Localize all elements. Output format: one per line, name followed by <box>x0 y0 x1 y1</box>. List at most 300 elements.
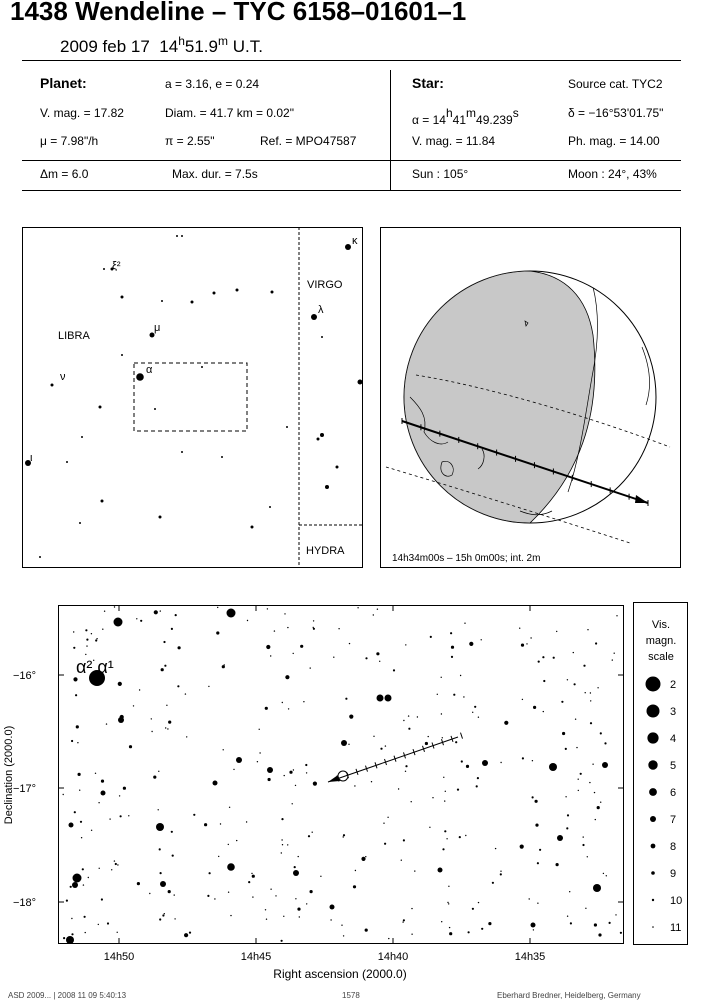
field-star <box>595 642 597 644</box>
field-star <box>177 685 179 687</box>
field-star <box>425 742 428 745</box>
field-star <box>268 778 271 781</box>
footer-right: Eberhard Bredner, Heidelberg, Germany <box>497 991 641 1000</box>
star-heading: Star: <box>412 75 444 91</box>
constellation-star <box>191 301 194 304</box>
field-star <box>476 785 478 787</box>
field-star <box>136 618 137 619</box>
field-star <box>246 821 247 822</box>
label-hydra: HYDRA <box>306 545 345 557</box>
field-star <box>236 840 237 841</box>
field-star <box>214 898 215 899</box>
scale-label: 11 <box>670 922 682 934</box>
field-star <box>223 749 224 750</box>
constellation-star <box>358 380 363 385</box>
field-star <box>598 933 601 936</box>
field-star <box>289 771 292 774</box>
field-star <box>543 680 545 682</box>
constellation-star <box>103 268 105 270</box>
scale-label: 9 <box>670 868 677 880</box>
x-tick-1450: 14h50 <box>103 951 135 963</box>
field-star <box>365 657 367 659</box>
field-star <box>333 657 334 658</box>
field-star <box>159 918 161 920</box>
field-star <box>128 815 129 816</box>
field-star <box>98 802 99 803</box>
field-star <box>583 665 585 667</box>
field-star <box>73 647 75 649</box>
field-star <box>567 679 568 680</box>
field-star <box>174 894 175 895</box>
field-star <box>408 715 409 716</box>
field-star <box>129 745 132 748</box>
constellation-map <box>22 227 363 568</box>
field-star <box>561 701 563 703</box>
field-star <box>171 831 173 833</box>
field-star <box>236 757 242 763</box>
field-star <box>348 744 349 745</box>
field-star <box>349 715 353 719</box>
field-star <box>411 934 412 935</box>
constellation-star <box>101 500 104 503</box>
field-star <box>376 652 379 655</box>
field-star <box>569 891 570 892</box>
x-tick-1435: 14h35 <box>514 951 546 963</box>
field-star <box>184 933 188 937</box>
field-star <box>160 881 166 887</box>
field-star <box>481 928 483 930</box>
constellation-star <box>221 456 223 458</box>
field-star <box>585 908 586 909</box>
field-star <box>620 932 622 934</box>
field-star <box>114 618 123 627</box>
field-star <box>69 823 74 828</box>
constellation-star <box>213 292 216 295</box>
field-star <box>535 824 538 827</box>
field-star <box>175 614 177 616</box>
field-star <box>270 655 271 656</box>
planet-motion: μ = 7.98"/h <box>40 134 99 148</box>
field-star <box>532 760 533 761</box>
globe-caption: 14h34m00s – 15h 0m00s; int. 2m <box>392 553 541 564</box>
scale-label: 3 <box>670 706 677 718</box>
field-star <box>151 718 152 719</box>
field-star <box>117 932 118 933</box>
field-star <box>88 877 89 878</box>
field-star <box>171 628 173 630</box>
field-star <box>114 606 115 607</box>
field-star <box>162 914 164 916</box>
field-star <box>63 794 64 795</box>
field-star <box>228 844 229 845</box>
field-star <box>566 827 568 829</box>
field-star <box>495 848 496 849</box>
field-star <box>448 903 449 904</box>
field-star <box>189 932 191 934</box>
scale-dot <box>647 732 658 743</box>
field-star <box>151 731 152 732</box>
field-star <box>542 656 544 658</box>
field-star <box>575 719 576 720</box>
field-star <box>345 698 347 700</box>
field-star <box>570 922 572 924</box>
event-datetime <box>60 34 263 57</box>
field-star <box>158 809 159 810</box>
field-star <box>543 711 544 712</box>
scale-label: 6 <box>670 787 677 799</box>
field-star <box>281 940 283 942</box>
label-xi2: ξ² <box>112 260 121 272</box>
field-star <box>313 620 314 621</box>
star-dec: δ = −16°53'01.75" <box>568 106 664 120</box>
y-tick-16: −16° <box>12 670 36 682</box>
field-star <box>107 922 109 924</box>
field-star <box>365 856 366 857</box>
constellation-star <box>201 366 203 368</box>
field-star <box>73 874 82 883</box>
field-star <box>398 788 399 789</box>
field-star <box>102 629 103 630</box>
field-star <box>593 884 601 892</box>
y-tick-17: −17° <box>12 783 36 795</box>
scale-title-2: magn. <box>645 635 677 647</box>
field-star <box>185 693 186 694</box>
ra-m-unit: m <box>466 106 477 120</box>
field-star <box>66 900 68 902</box>
field-star <box>72 882 78 888</box>
field-star <box>284 775 285 776</box>
field-star <box>464 623 465 624</box>
constellation-star <box>121 354 123 356</box>
field-star <box>287 627 288 628</box>
constellation-star <box>269 506 271 508</box>
field-star <box>310 890 313 893</box>
constellation-star <box>336 466 339 469</box>
planet-heading: Planet: <box>40 75 87 91</box>
field-star <box>84 916 86 918</box>
constellation-star <box>159 516 162 519</box>
constellation-star <box>181 235 183 237</box>
field-star <box>576 747 577 748</box>
max-duration: Max. dur. = 7.5s <box>172 167 258 181</box>
field-star <box>371 781 372 782</box>
field-star <box>615 914 616 915</box>
field-star <box>460 675 461 676</box>
constellation-star <box>79 522 81 524</box>
field-star <box>377 695 384 702</box>
scale-label: 2 <box>670 679 677 691</box>
field-star <box>172 855 174 857</box>
field-star <box>614 653 615 654</box>
scale-label: 10 <box>670 895 683 907</box>
field-star <box>75 694 77 696</box>
field-star <box>82 868 84 870</box>
field-star <box>449 932 452 935</box>
field-star <box>298 856 299 857</box>
field-star <box>587 856 588 857</box>
field-star <box>101 791 106 796</box>
field-star <box>585 692 586 693</box>
field-star <box>80 821 82 823</box>
field-star <box>154 610 158 614</box>
field-star <box>373 614 374 615</box>
field-star <box>438 868 443 873</box>
constellation-star <box>325 485 329 489</box>
minutes-unit: m <box>217 34 228 48</box>
field-star <box>293 653 294 654</box>
constellation-star <box>345 244 351 250</box>
field-star <box>432 797 433 798</box>
field-star <box>295 898 296 899</box>
field-star <box>186 736 187 737</box>
field-star <box>111 869 112 870</box>
field-star <box>251 873 252 874</box>
field-star <box>91 830 92 831</box>
field-star <box>500 873 502 875</box>
field-star <box>343 834 345 836</box>
field-star <box>492 882 494 884</box>
scale-label: 4 <box>670 733 677 745</box>
field-star <box>441 677 442 678</box>
constellation-star <box>320 433 324 437</box>
field-star <box>149 893 150 894</box>
field-star <box>472 712 473 713</box>
field-star <box>267 608 268 609</box>
field-star <box>533 706 536 709</box>
field-star <box>228 892 229 893</box>
field-star <box>531 923 536 928</box>
field-star <box>600 802 601 803</box>
field-star <box>578 790 579 791</box>
moon-info: Moon : 24°, 43% <box>568 167 657 181</box>
field-star <box>557 835 563 841</box>
scale-dot <box>652 926 654 928</box>
field-star <box>341 925 342 926</box>
field-star <box>77 742 78 743</box>
field-star <box>403 720 404 721</box>
x-tick-1440: 14h40 <box>377 951 409 963</box>
label-virgo: VIRGO <box>307 279 343 291</box>
field-star <box>293 769 294 770</box>
constellation-star <box>66 461 68 463</box>
field-star <box>71 933 73 935</box>
constellation-star <box>181 451 183 453</box>
field-star <box>595 819 596 820</box>
field-star <box>565 796 566 797</box>
field-star <box>594 792 595 793</box>
table-top-rule <box>22 60 681 61</box>
field-star <box>73 631 74 632</box>
field-star <box>539 849 541 851</box>
field-star <box>451 656 453 658</box>
field-star <box>354 785 355 786</box>
star-ra <box>412 106 519 127</box>
ra-minutes: 41 <box>452 113 467 127</box>
field-star <box>533 929 534 930</box>
field-star <box>411 908 412 909</box>
field-star <box>609 922 611 924</box>
table-divider <box>390 70 391 190</box>
field-star <box>388 938 389 939</box>
field-star <box>158 771 159 772</box>
field-star <box>156 823 164 831</box>
field-star <box>565 748 567 750</box>
field-star <box>220 823 221 824</box>
field-star <box>160 872 162 874</box>
field-star <box>537 903 538 904</box>
field-star <box>164 665 166 667</box>
field-star <box>248 881 250 883</box>
field-star <box>373 736 374 737</box>
field-star <box>573 652 574 653</box>
field-star <box>117 864 118 865</box>
ra-s-unit: s <box>512 106 519 120</box>
field-star <box>168 890 171 893</box>
field-star <box>530 637 531 638</box>
field-star <box>266 919 267 920</box>
field-star <box>403 919 405 921</box>
field-star <box>74 811 76 813</box>
field-star <box>81 837 82 838</box>
globe-panel <box>380 227 681 568</box>
field-star <box>120 815 122 817</box>
field-star <box>133 705 134 706</box>
constellation-star <box>321 336 323 338</box>
star-vmag: V. mag. = 11.84 <box>412 134 496 148</box>
label-mu: μ <box>154 322 161 334</box>
field-star <box>86 639 88 641</box>
delta-mag: Δm = 6.0 <box>40 167 89 181</box>
label-nu: ν <box>60 371 66 383</box>
constellation-star <box>286 426 288 428</box>
field-star <box>330 919 331 920</box>
scale-dot <box>650 816 656 822</box>
field-star <box>166 705 167 706</box>
field-star <box>466 765 469 768</box>
field-star <box>385 695 392 702</box>
field-star <box>306 903 307 904</box>
field-star <box>76 725 79 728</box>
field-star <box>259 729 260 730</box>
field-star <box>474 706 476 708</box>
field-star <box>85 629 87 631</box>
planet-diameter: Diam. = 41.7 km = 0.02" <box>165 106 294 120</box>
field-star <box>612 659 613 660</box>
field-star <box>119 795 120 796</box>
scale-title-3: scale <box>648 651 674 663</box>
field-star <box>159 848 161 850</box>
field-star <box>553 657 555 659</box>
field-star <box>353 885 356 888</box>
field-star <box>233 769 234 770</box>
field-star <box>161 668 164 671</box>
field-star <box>521 644 524 647</box>
scale-dot <box>649 788 657 796</box>
field-star <box>70 886 72 888</box>
field-star <box>270 889 271 890</box>
field-star <box>405 771 406 772</box>
ra-prefix: α = 14 <box>412 113 446 127</box>
constellation-star <box>251 526 254 529</box>
field-star <box>283 916 284 917</box>
field-star <box>98 924 99 925</box>
field-star <box>463 696 464 697</box>
field-star <box>114 860 115 861</box>
field-star <box>265 707 268 710</box>
field-star <box>218 856 219 857</box>
label-alpha: α <box>146 364 153 376</box>
field-star <box>209 872 211 874</box>
field-star <box>330 905 335 910</box>
field-star <box>338 628 339 629</box>
field-star <box>488 922 491 925</box>
field-star <box>275 895 276 896</box>
star-chart <box>0 600 625 990</box>
constellation-star <box>99 406 102 409</box>
field-star <box>85 654 86 655</box>
field-star <box>153 776 156 779</box>
field-star <box>597 806 600 809</box>
page-title: 1438 Wendeline – TYC 6158–01601–1 <box>10 0 467 26</box>
field-star <box>451 646 454 649</box>
field-star <box>411 801 412 802</box>
field-star <box>380 748 382 750</box>
constellation-star <box>51 384 54 387</box>
chart-frame <box>59 606 624 944</box>
field-star <box>164 913 165 914</box>
field-star <box>519 628 520 629</box>
field-star <box>465 835 466 836</box>
field-star <box>402 921 403 922</box>
field-star <box>461 760 463 762</box>
field-star <box>428 736 429 737</box>
field-star <box>310 667 311 668</box>
field-star <box>481 639 482 640</box>
field-star <box>469 642 473 646</box>
field-star <box>446 838 447 839</box>
field-star <box>574 683 576 685</box>
field-star <box>403 839 405 841</box>
field-star <box>455 741 457 743</box>
event-time-minutes: 51.9 <box>184 37 218 56</box>
label-kappa: κ <box>352 235 358 247</box>
scale-label: 8 <box>670 841 677 853</box>
x-tick-1445: 14h45 <box>240 951 272 963</box>
field-star <box>477 777 479 779</box>
field-star <box>594 923 597 926</box>
field-star <box>603 873 604 874</box>
field-star <box>282 844 283 845</box>
label-libra: LIBRA <box>58 330 90 342</box>
field-star <box>604 742 606 744</box>
field-star <box>405 644 406 645</box>
field-star <box>478 717 479 718</box>
field-star <box>401 860 402 861</box>
field-star <box>104 611 105 612</box>
field-star <box>247 620 248 621</box>
field-star <box>537 862 539 864</box>
label-lambda: λ <box>318 304 324 316</box>
field-star <box>580 773 582 775</box>
field-star <box>414 870 415 871</box>
star-phmag: Ph. mag. = 14.00 <box>568 134 660 148</box>
field-star <box>266 645 270 649</box>
field-star <box>590 722 592 724</box>
field-star <box>313 782 317 786</box>
field-star <box>299 916 300 917</box>
field-star <box>448 886 449 887</box>
field-star <box>453 694 455 696</box>
